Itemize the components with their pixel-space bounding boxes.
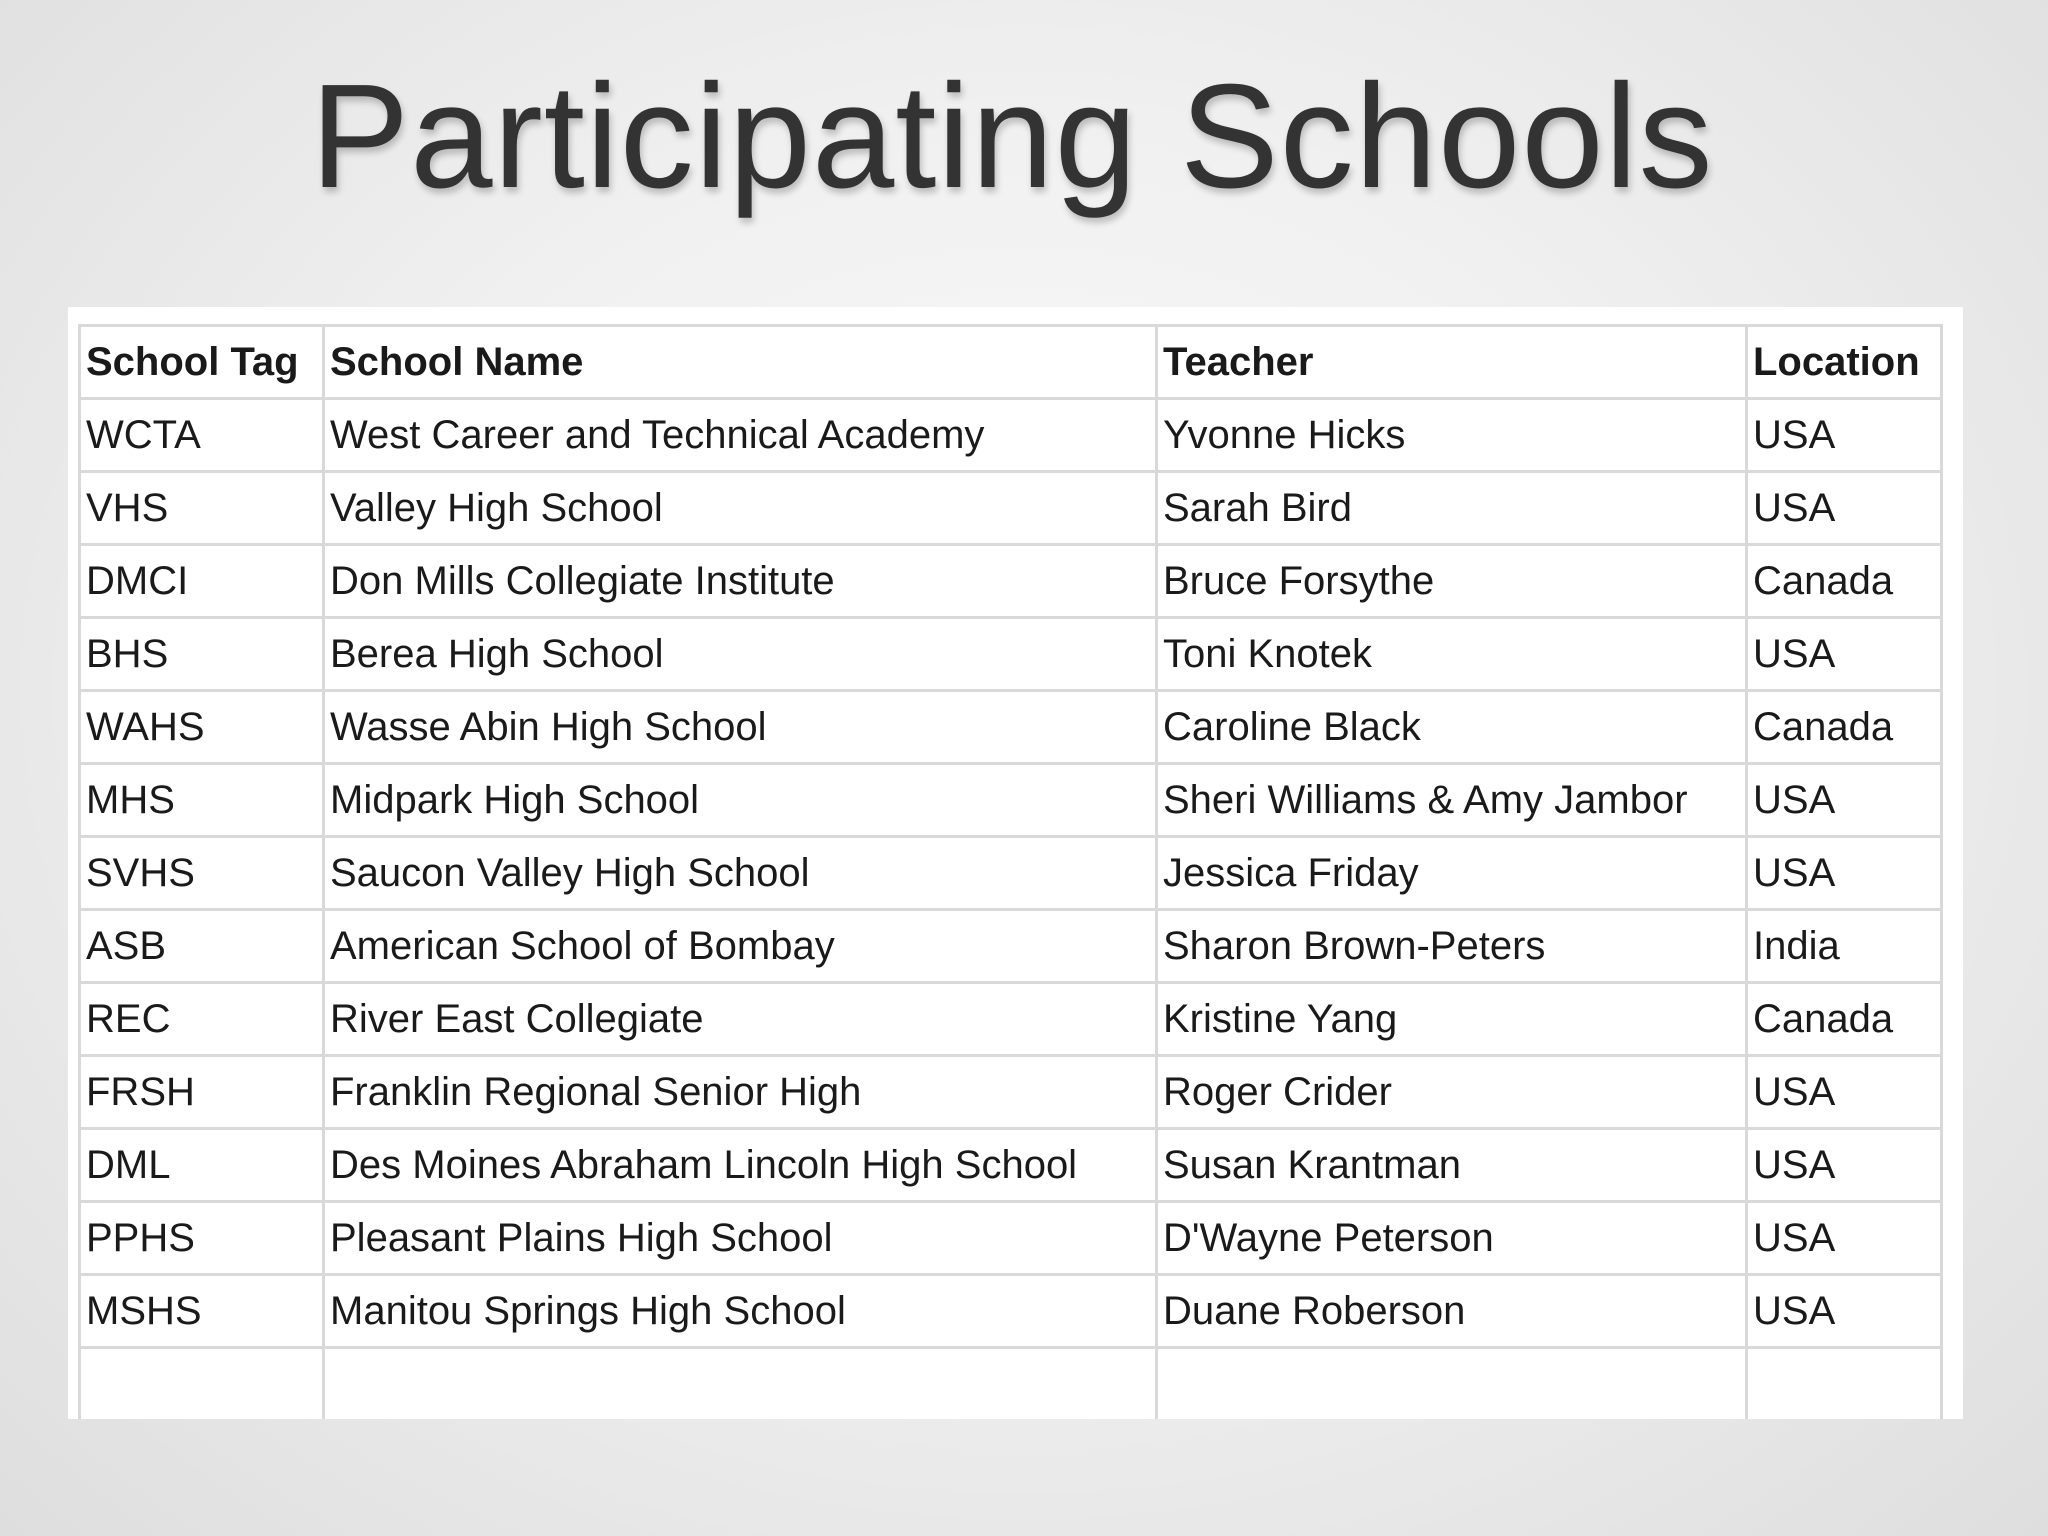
cell-school-tag: ASB [80,910,324,983]
cell-teacher: Kristine Yang [1157,983,1747,1056]
table-row [80,1202,1942,1275]
cell-location: USA [1747,472,1942,545]
cell-teacher: Yvonne Hicks [1157,399,1747,472]
cell-location: India [1747,910,1942,983]
cell-school-tag: DML [80,1129,324,1202]
cell-location: USA [1747,1202,1942,1275]
cell-teacher: D'Wayne Peterson [1157,1202,1747,1275]
cell-school-tag: MHS [80,764,324,837]
cell-school-name: Pleasant Plains High School [324,1202,1157,1275]
cell-school-name [324,1348,1157,1420]
header-school-name: School Name [324,326,1157,399]
cell-location: USA [1747,1056,1942,1129]
table-row [80,472,1942,545]
cell-teacher: Caroline Black [1157,691,1747,764]
cell-school-name: Don Mills Collegiate Institute [324,545,1157,618]
header-teacher: Teacher [1157,326,1747,399]
cell-school-tag: DMCI [80,545,324,618]
table-row [80,618,1942,691]
cell-school-name: Wasse Abin High School [324,691,1157,764]
table-row [80,837,1942,910]
cell-teacher: Sheri Williams & Amy Jambor [1157,764,1747,837]
table-row [80,1275,1942,1348]
table-row [80,691,1942,764]
cell-school-tag: WCTA [80,399,324,472]
cell-school-tag: WAHS [80,691,324,764]
header-school-tag: School Tag [80,326,324,399]
cell-school-name: Franklin Regional Senior High [324,1056,1157,1129]
cell-school-name: Saucon Valley High School [324,837,1157,910]
cell-teacher: Jessica Friday [1157,837,1747,910]
cell-location: Canada [1747,545,1942,618]
table-panel [68,307,1963,1419]
table-row [80,910,1942,983]
table-row [80,1129,1942,1202]
cell-teacher: Duane Roberson [1157,1275,1747,1348]
cell-school-tag: BHS [80,618,324,691]
table-row [80,545,1942,618]
cell-school-tag: SVHS [80,837,324,910]
cell-teacher: Roger Crider [1157,1056,1747,1129]
cell-school-tag: FRSH [80,1056,324,1129]
header-location: Location [1747,326,1942,399]
cell-location: USA [1747,618,1942,691]
cell-location [1747,1348,1942,1420]
cell-location: USA [1747,399,1942,472]
cell-location: USA [1747,837,1942,910]
cell-school-name: River East Collegiate [324,983,1157,1056]
cell-school-name: Berea High School [324,618,1157,691]
cell-school-tag: MSHS [80,1275,324,1348]
cell-teacher: Bruce Forsythe [1157,545,1747,618]
cell-school-name: West Career and Technical Academy [324,399,1157,472]
table-row [80,983,1942,1056]
table-row [80,1056,1942,1129]
cell-teacher: Sarah Bird [1157,472,1747,545]
cell-location: Canada [1747,983,1942,1056]
cell-location: USA [1747,1129,1942,1202]
cell-school-tag: VHS [80,472,324,545]
table-row-empty [80,1348,1942,1420]
slide-title: Participating Schools [310,54,1714,219]
cell-school-name: Manitou Springs High School [324,1275,1157,1348]
cell-location: Canada [1747,691,1942,764]
cell-location: USA [1747,764,1942,837]
cell-school-name: American School of Bombay [324,910,1157,983]
cell-school-tag [80,1348,324,1420]
cell-location: USA [1747,1275,1942,1348]
schools-table [78,324,1943,1419]
cell-school-name: Valley High School [324,472,1157,545]
table-header-row [80,326,1942,399]
cell-teacher: Sharon Brown-Peters [1157,910,1747,983]
cell-teacher: Toni Knotek [1157,618,1747,691]
cell-school-tag: PPHS [80,1202,324,1275]
cell-teacher: Susan Krantman [1157,1129,1747,1202]
table-row [80,399,1942,472]
cell-teacher [1157,1348,1747,1420]
table-row [80,764,1942,837]
cell-school-name: Midpark High School [324,764,1157,837]
cell-school-tag: REC [80,983,324,1056]
cell-school-name: Des Moines Abraham Lincoln High School [324,1129,1157,1202]
